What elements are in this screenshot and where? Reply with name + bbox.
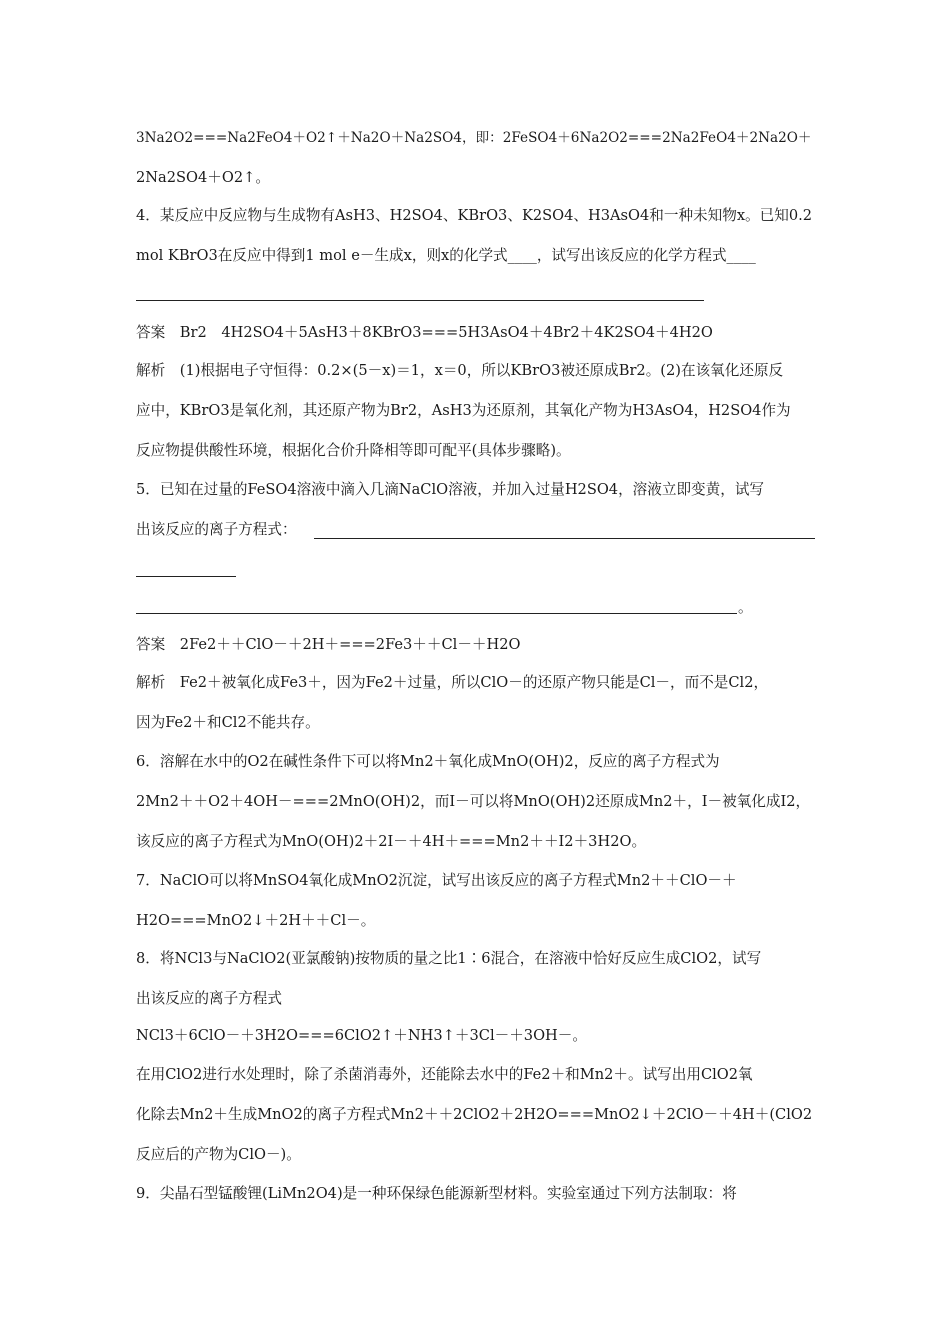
text-line: 化除去Mn2＋生成MnO2的离子方程式Mn2＋＋2ClO2＋2H2O===MnO2↓＋2ClO－＋4H＋(ClO2 <box>136 1106 813 1123</box>
answer-blank-line <box>136 300 704 301</box>
question-9-line: 9．尖晶石型锰酸锂(LiMn2O4)是一种环保绿色能源新型材料。实验室通过下列方法制取：将 <box>136 1185 737 1202</box>
end-mark: 。 <box>738 599 753 616</box>
text-line: H2O===MnO2↓＋2H＋＋Cl－。 <box>136 912 376 929</box>
text-line: 2Mn2＋＋O2＋4OH－===2MnO(OH)2，而I－可以将MnO(OH)2还原成Mn2＋，I－被氧化成I2， <box>136 793 811 810</box>
answer-line: 答案 Br2 4H2SO4＋5AsH3＋8KBrO3===5H3AsO4＋4Br2＋4K2SO4＋4H2O <box>136 324 713 341</box>
analysis-line: 解析 (1)根据电子守恒得：0.2×(5－x)＝1，x＝0，所以KBrO3被还原成Br2。(2)在该氧化还原反 <box>136 362 784 379</box>
question-7-line: 7．NaClO可以将MnSO4氧化成MnO2沉淀，试写出该反应的离子方程式Mn2＋＋ClO－＋ <box>136 872 737 889</box>
answer-blank-line <box>136 576 236 577</box>
question-8-line: 8．将NCl3与NaClO2(亚氯酸钠)按物质的量之比1∶6混合，在溶液中恰好反应生成ClO2，试写 <box>136 950 762 967</box>
text-line: 应中，KBrO3是氧化剂，其还原产物为Br2，AsH3为还原剂，其氧化产物为H3AsO4，H2SO4作为 <box>136 402 791 419</box>
text-line: 该反应的离子方程式为MnO(OH)2＋2I－＋4H＋===Mn2＋＋I2＋3H2O。 <box>136 833 647 850</box>
answer-blank-line <box>136 613 737 614</box>
text-line: 在用ClO2进行水处理时，除了杀菌消毒外，还能除去水中的Fe2＋和Mn2＋。试写出用ClO2氧 <box>136 1066 753 1083</box>
equation-line: NCl3＋6ClO－＋3H2O===6ClO2↑＋NH3↑＋3Cl－＋3OH－。 <box>136 1027 587 1044</box>
text-line: mol KBrO3在反应中得到1 mol e－生成x，则x的化学式____，试写出该反应的化学方程式____ <box>136 247 756 264</box>
question-5-line: 5．已知在过量的FeSO4溶液中滴入几滴NaClO溶液，并加入过量H2SO4，溶液立即变黄，试写 <box>136 481 765 498</box>
answer-line: 答案 2Fe2＋＋ClO－＋2H＋===2Fe3＋＋Cl－＋H2O <box>136 636 521 653</box>
answer-blank-line <box>314 538 815 539</box>
text-line: 反应后的产物为ClO－)。 <box>136 1146 301 1163</box>
text-line: 出该反应的离子方程式： <box>136 521 297 538</box>
text-line: 因为Fe2＋和Cl2不能共存。 <box>136 714 320 731</box>
text-line: 3Na2O2===Na2FeO4＋O2↑＋Na2O＋Na2SO4，即：2FeSO4＋6Na2O2===2Na2FeO4＋2Na2O＋ <box>136 130 812 146</box>
text-line: 2Na2SO4＋O2↑。 <box>136 169 270 186</box>
question-6-line: 6．溶解在水中的O2在碱性条件下可以将Mn2＋氧化成MnO(OH)2，反应的离子方程式为 <box>136 753 720 770</box>
text-line: 出该反应的离子方程式 <box>136 990 282 1007</box>
analysis-line: 解析 Fe2＋被氧化成Fe3＋，因为Fe2＋过量，所以ClO－的还原产物只能是Cl－，而不是Cl2， <box>136 674 769 691</box>
question-4-line: 4．某反应中反应物与生成物有AsH3、H2SO4、KBrO3、K2SO4、H3AsO4和一种未知物x。已知0.2 <box>136 207 813 224</box>
text-line: 反应物提供酸性环境，根据化合价升降相等即可配平(具体步骤略)。 <box>136 442 571 459</box>
